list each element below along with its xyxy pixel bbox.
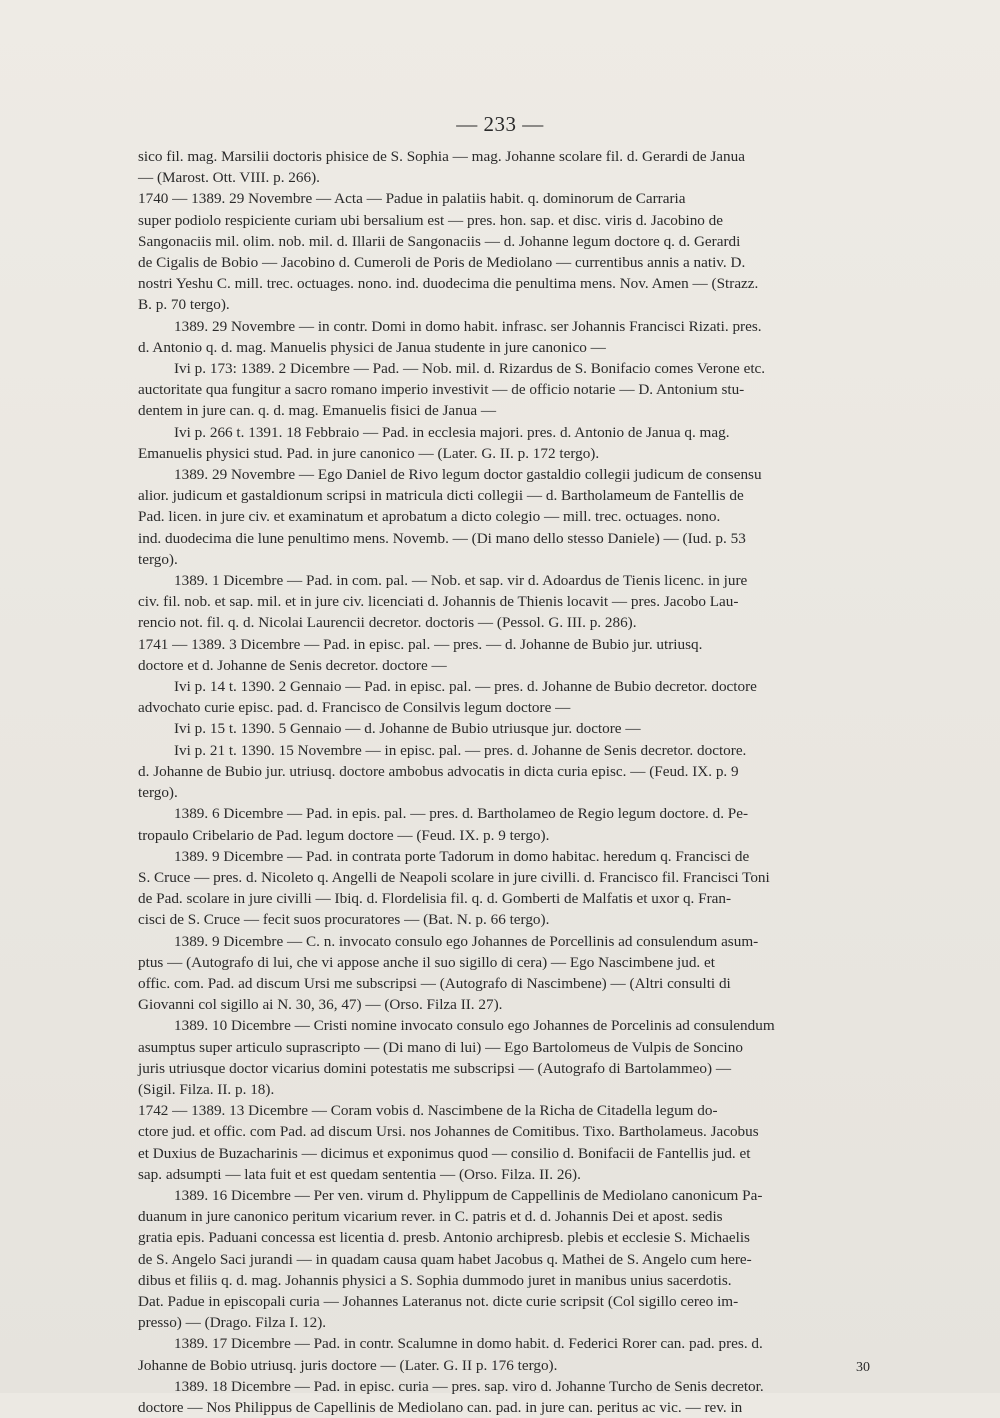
text-line: Johanne de Bobio utriusq. juris doctore — (Later. G. II p. 176 tergo). — [138, 1356, 558, 1374]
text-line: presso) — (Drago. Filza I. 12). — [138, 1314, 327, 1332]
page-number: — 233 — — [456, 112, 544, 136]
text-line: et Duxius de Buzacharinis — dicimus et exponimus quod — consilio d. Bonifacii de Fantellis jud. et — [138, 1144, 751, 1162]
text-line: cisci de S. Cruce — fecit suos procuratores — (Bat. N. p. 66 tergo). — [138, 911, 550, 929]
text-line: S. Cruce — pres. d. Nicoleto q. Angelli de Neapoli scolare in jure civilli. d. Francisco fil. Francisci Toni — [138, 868, 770, 886]
text-line: 1389. 18 Dicembre — Pad. in episc. curia — pres. sap. viro d. Johanne Turcho de Senis decretor. — [174, 1377, 764, 1395]
text-line: auctoritate qua fungitur a sacro romano imperio investivit — de officio notarie — D. Antonium stu- — [138, 381, 745, 399]
text-line: juris utriusque doctor vicarius domini potestatis me subscripsi — (Autografo di Bartolammeo) — — [138, 1059, 732, 1077]
text-line: duanum in jure canonico peritum vicarium rever. in C. patris et d. d. Johannis Dei et apost. sedis — [138, 1208, 723, 1226]
text-line: doctore et d. Johanne de Senis decretor. doctore — — [138, 656, 447, 674]
text-line: Ivi p. 14 t. 1390. 2 Gennaio — Pad. in episc. pal. — pres. d. Johanne de Bubio decretor. doctore — [174, 678, 757, 696]
text-line: super podiolo respiciente curiam ubi bersalium est — pres. hon. sap. et disc. viris d. Jacobino de — [138, 211, 724, 229]
text-line: alior. judicum et gastaldionum scripsi in matricula dicti collegii — d. Bartholameum de Fantellis de — [138, 487, 744, 505]
text-line: doctore — Nos Philippus de Capellinis de Mediolano can. pad. in jure can. peritus ac vic. — rev. in — [138, 1398, 743, 1416]
text-line: offic. com. Pad. ad discum Ursi me subscripsi — (Autografo di Nascimbene) — (Altri consulti di — [138, 974, 731, 992]
text-line: Emanuelis physici stud. Pad. in jure canonico — (Later. G. II. p. 172 tergo). — [138, 444, 600, 462]
text-line: dentem in jure can. q. d. mag. Emanuelis fisici de Janua — — [138, 402, 497, 420]
text-line: rencio not. fil. q. d. Nicolai Laurencii decretor. doctoris — (Pessol. G. III. p. 286). — [138, 614, 637, 632]
entry-1741: 1741 — 1389. 3 Dicembre — Pad. in episc. pal. — pres. — d. Johanne de Bubio jur. utriusq. — [138, 635, 703, 653]
text-line: (Sigil. Filza. II. p. 18). — [138, 1080, 275, 1098]
text-line: Ivi p. 21 t. 1390. 15 Novembre — in episc. pal. — pres. d. Johanne de Senis decretor. doctore. — [174, 741, 747, 759]
text-line: — (Marost. Ott. VIII. p. 266). — [138, 169, 320, 187]
text-line: B. p. 70 tergo). — [138, 296, 230, 314]
text-line: advochato curie episc. pad. d. Francisco de Consilvis legum doctore — — [138, 699, 571, 717]
text-line: ptus — (Autografo di lui, che vi appose anche il suo sigillo di cera) — Ego Nascimbene jud. et — [138, 953, 715, 971]
text-line: tergo). — [138, 550, 178, 568]
text-line: ind. duodecima die lune penultimo mens. Novemb. — (Di mano dello stesso Daniele) — (Iud. p. 53 — [138, 529, 746, 547]
text-line: d. Antonio q. d. mag. Manuelis physici de Janua studente in jure canonico — — [138, 338, 606, 356]
text-line: nostri Yeshu C. mill. trec. octuages. nono. ind. duodecima die penultima mens. Nov. Amen — (Strazz. — [138, 275, 759, 293]
text-line: 1389. 17 Dicembre — Pad. in contr. Scalumne in domo habit. d. Federici Rorer can. pad. pres. d. — [174, 1335, 763, 1353]
entry-1742: 1742 — 1389. 13 Dicembre — Coram vobis d. Nascimbene de la Richa de Citadella legum do- — [138, 1102, 718, 1120]
text-line: d. Johanne de Bubio jur. utriusq. doctore ambobus advocatis in dicta curia episc. — (Feud. IX. p. 9 — [138, 762, 739, 780]
text-line: civ. fil. nob. et sap. mil. et in jure civ. licenciati d. Johannis de Thienis locavit — pres. Jacobo Lau- — [138, 593, 739, 611]
text-line: asumptus super articulo suprascripto — (Di mano di lui) — Ego Bartolomeus de Vulpis de Soncino — [138, 1038, 743, 1056]
text-line: sico fil. mag. Marsilii doctoris phisice de S. Sophia — mag. Johanne scolare fil. d. Gerardi de Janua — [138, 148, 745, 165]
text-line: gratia epis. Paduani concessa est licentia d. presb. Antonio archipresb. plebis et ecclesie S. Michaelis — [138, 1229, 750, 1247]
text-line: 1389. 29 Novembre — Ego Daniel de Rivo legum doctor gastaldio collegii judicum de consensu — [174, 466, 762, 484]
text-line: 1389. 29 Novembre — in contr. Domi in domo habit. infrasc. ser Johannis Francisci Rizati. pres. — [174, 317, 762, 335]
text-line: Dat. Padue in episcopali curia — Johannes Lateranus not. dicte curie scripsit (Col sigillo cereo im- — [138, 1292, 739, 1310]
text-line: 1389. 9 Dicembre — C. n. invocato consulo ego Johannes de Porcellinis ad consulendum asum- — [174, 932, 759, 950]
text-line: 1389. 9 Dicembre — Pad. in contrata porte Tadorum in domo habitac. heredum q. Francisci de — [174, 847, 750, 865]
body-text — [138, 146, 908, 1418]
entry-1740: 1740 — 1389. 29 Novembre — Acta — Padue in palatiis habit. q. dominorum de Carraria — [138, 190, 686, 208]
text-line: Ivi p. 173: 1389. 2 Dicembre — Pad. — Nob. mil. d. Rizardus de S. Bonifacio comes Verone etc. — [174, 360, 766, 378]
text-line: de Pad. scolare in jure civilli — Ibiq. d. Flordelisia fil. q. d. Gomberti de Malfatis et uxor q. Fran- — [138, 890, 732, 908]
text-line: 1389. 16 Dicembre — Per ven. virum d. Phylippum de Cappellinis de Mediolano canonicum Pa- — [174, 1186, 763, 1204]
text-line: Sangonaciis mil. olim. nob. mil. d. Illarii de Sangonaciis — d. Johanne legum doctore q. d. Gerardi — [138, 232, 741, 250]
text-line: tergo). — [138, 784, 178, 802]
text-line: dibus et filiis q. d. mag. Johannis physici a S. Sophia dummodo juret in manibus unius sacerdotis. — [138, 1271, 732, 1289]
text-line: de Cigalis de Bobio — Jacobino d. Cumeroli de Poris de Mediolano — currentibus annis a nativ. D. — [138, 254, 746, 272]
text-line: Pad. licen. in jure civ. et examinatum et aprobatum a dicto colegio — mill. trec. octuages. nono. — [138, 508, 721, 526]
text-line: 1389. 10 Dicembre — Cristi nomine invocato consulo ego Johannes de Porcelinis ad consulendum — [174, 1017, 775, 1035]
text-line: Ivi p. 15 t. 1390. 5 Gennaio — d. Johanne de Bubio utriusque jur. doctore — — [174, 720, 641, 738]
text-line: 1389. 1 Dicembre — Pad. in com. pal. — Nob. et sap. vir d. Adoardus de Tienis licenc. in jure — [174, 572, 748, 590]
text-line: ctore jud. et offic. com Pad. ad discum Ursi. nos Johannes de Comitibus. Tixo. Bartholameus. Jacobus — [138, 1123, 759, 1141]
text-line: de S. Angelo Saci jurandi — in quadam causa quam habet Jacobus q. Mathei de S. Angelo cum here- — [138, 1250, 752, 1268]
text-line: Ivi p. 266 t. 1391. 18 Febbraio — Pad. in ecclesia majori. pres. d. Antonio de Janua q. mag. — [174, 423, 730, 441]
text-line: Giovanni col sigillo ai N. 30, 36, 47) — (Orso. Filza II. 27). — [138, 996, 503, 1014]
text-line: sap. adsumpti — lata fuit et est quedam sententia — (Orso. Filza. II. 26). — [138, 1165, 581, 1183]
text-line: 1389. 6 Dicembre — Pad. in epis. pal. — pres. d. Bartholameo de Regio legum doctore. d. Pe- — [174, 805, 749, 823]
text-line: tropaulo Cribelario de Pad. legum doctore — (Feud. IX. p. 9 tergo). — [138, 826, 550, 844]
sheet-mark: 30 — [856, 1360, 870, 1375]
